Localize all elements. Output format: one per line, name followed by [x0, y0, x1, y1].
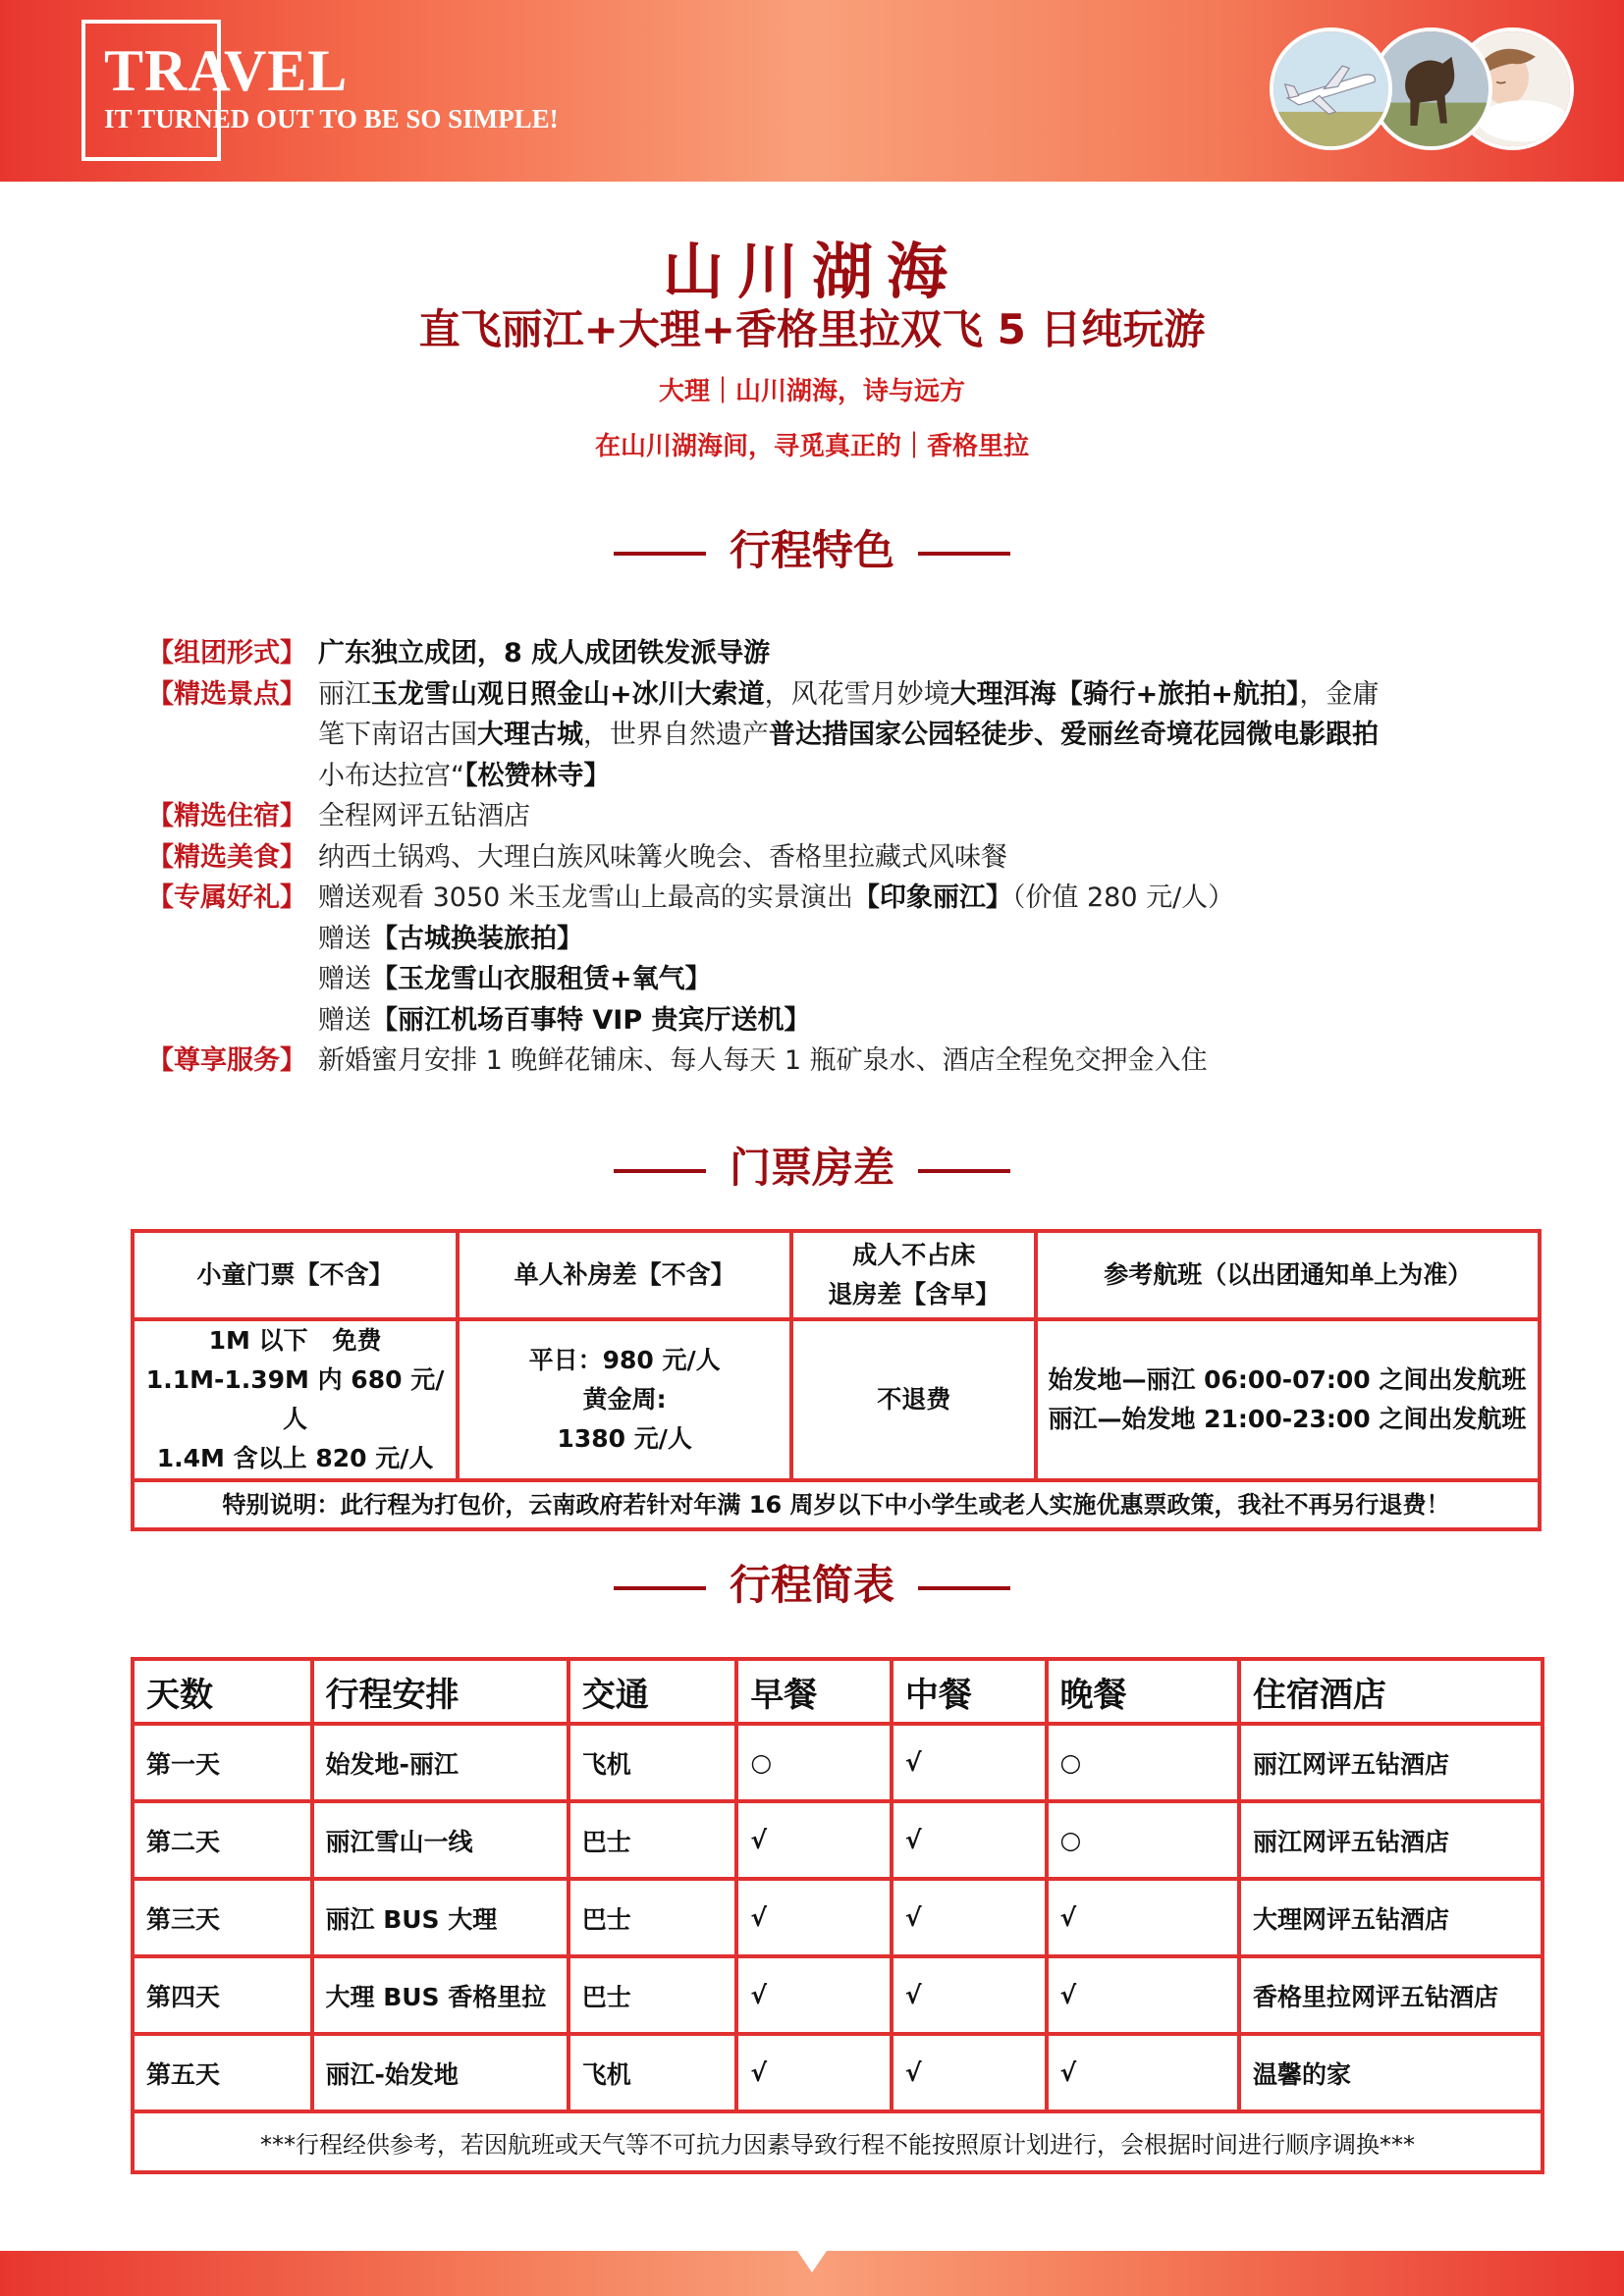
cell-transport: 巴士 [568, 1879, 737, 1956]
feature-hotel [147, 796, 1502, 837]
cell-route: 丽江 BUS 大理 [312, 1879, 568, 1956]
spots-highlight: 大理古城 [477, 720, 583, 750]
feature-label: 【精选住宿】 [147, 801, 306, 831]
price-line: 1M 以下 免费 [208, 1326, 382, 1355]
gift-text: 赠送 [318, 923, 371, 954]
itinerary-header-row [133, 1659, 1543, 1724]
cell-hotel: 丽江网评五钻酒店 [1239, 1801, 1543, 1879]
cell-transport: 飞机 [568, 1724, 737, 1801]
price-line: 黄金周: [582, 1385, 667, 1414]
flight-line: 始发地—丽江 06:00-07:00 之间出发航班 [1048, 1365, 1527, 1394]
feature-text: 全程网评五钻酒店 [318, 801, 530, 831]
header-line: 成人不占床 [852, 1241, 976, 1269]
heading-dash-right [918, 1169, 1010, 1173]
gift-text: 赠送观看 3050 米玉龙雪山上最高的实景演出 [318, 882, 853, 913]
gift-text: （价值 280 元/人） [1011, 882, 1235, 913]
spots-text: ，金庸 [1299, 678, 1380, 710]
cell-route: 大理 BUS 香格里拉 [312, 1956, 568, 2034]
tagline-shangrila: 在山川湖海间，寻觅真正的｜香格里拉 [594, 432, 1029, 461]
logo-subtitle: IT TURNED OUT TO BE SO SIMPLE! [104, 104, 559, 133]
cell-transport: 巴士 [568, 1956, 737, 2034]
logo-title: TRAVEL [104, 38, 349, 103]
cell-breakfast: √ [736, 1879, 892, 1956]
cell-day: 第二天 [133, 1801, 312, 1879]
price-line: 1.4M 含以上 820 元/人 [156, 1444, 434, 1472]
cell-lunch: √ [892, 1956, 1047, 2034]
cell-hotel: 大理网评五钻酒店 [1239, 1879, 1543, 1956]
section-heading-features [0, 524, 1624, 577]
cell-hotel: 香格里拉网评五钻酒店 [1239, 1956, 1543, 2034]
cell-breakfast: √ [736, 2034, 892, 2111]
feature-service [147, 1041, 1502, 1082]
feature-label: 【精选美食】 [147, 841, 306, 873]
cell-hotel: 温馨的家 [1239, 2034, 1543, 2111]
table-row [133, 1879, 1543, 1956]
special-note: 特别说明：此行程为打包价，云南政府若针对年满 16 周岁以下中小学生或老人实施优惠票政策，我社不再另行退费！ [133, 1480, 1540, 1529]
spots-text: ，世界自然遗产 [583, 720, 769, 750]
ticket-header-row [133, 1231, 1540, 1319]
spots-highlight: 玉龙雪山观日照金山+冰川大索道 [371, 678, 765, 710]
flight-cell [1036, 1319, 1540, 1480]
heading-dash-right [918, 1586, 1010, 1590]
cell-dinner: √ [1047, 1956, 1239, 2034]
table-row [133, 2034, 1543, 2111]
header-cell: 单人补房差【不含】 [458, 1231, 791, 1319]
section-heading-text: 行程简表 [729, 1561, 894, 1609]
section-heading-itinerary [0, 1559, 1624, 1612]
flight-line: 丽江—始发地 21:00-23:00 之间出发航班 [1048, 1405, 1527, 1433]
cell-dinner: ○ [1047, 1801, 1239, 1879]
header-cell: 交通 [568, 1659, 737, 1724]
feature-spots [147, 674, 1502, 797]
header-cell: 参考航班（以出团通知单上为准） [1036, 1231, 1540, 1319]
cell-dinner: √ [1047, 2034, 1239, 2111]
table-row [133, 1956, 1543, 2034]
cell-lunch: √ [892, 1879, 1047, 1956]
table-row [133, 1724, 1543, 1801]
feature-label: 【组团形式】 [147, 638, 306, 668]
cell-day: 第五天 [133, 2034, 312, 2111]
header-cell: 天数 [133, 1659, 312, 1724]
cell-day: 第四天 [133, 1956, 312, 2034]
feature-text: 广东独立成团，8 成人成团铁发派导游 [318, 638, 771, 668]
spots-text: ，风花雪月妙境 [764, 678, 950, 710]
cell-transport: 巴士 [568, 1801, 737, 1879]
heading-dash-left [614, 1586, 706, 1590]
cell-route: 始发地-丽江 [312, 1724, 568, 1801]
sub-title: 直飞丽江+大理+香格里拉双飞 5 日纯玩游 [418, 305, 1206, 353]
header-cell: 晚餐 [1047, 1659, 1239, 1724]
spots-text: 小布达拉宫“ [318, 760, 464, 791]
ticket-note-row [133, 1480, 1540, 1529]
itinerary-footnote-row [133, 2111, 1543, 2172]
section-heading-text: 行程特色 [729, 526, 894, 574]
price-line: 1.1M-1.39M 内 680 元/人 [145, 1365, 445, 1433]
ticket-price-table [131, 1229, 1542, 1531]
cell-dinner: √ [1047, 1879, 1239, 1956]
cell-transport: 飞机 [568, 2034, 737, 2111]
spots-highlight: 大理洱海【骑行+旅拍+航拍】 [949, 678, 1300, 710]
airplane-photo [1270, 27, 1392, 150]
section-heading-tickets [0, 1142, 1624, 1195]
cell-dinner: ○ [1047, 1724, 1239, 1801]
footer-notch [797, 2251, 827, 2272]
spots-text: 笔下南诏古国 [318, 720, 477, 750]
itinerary-footnote: ***行程经供参考，若因航班或天气等不可抗力因素导致行程不能按照原计划进行，会根据时间进行顺序调换*** [133, 2111, 1543, 2172]
cell-breakfast: ○ [736, 1724, 892, 1801]
header-cell: 早餐 [736, 1659, 892, 1724]
feature-gifts [147, 878, 1502, 1041]
cell-route: 丽江-始发地 [312, 2034, 568, 2111]
single-room-cell [458, 1319, 791, 1480]
heading-dash-left [614, 552, 706, 556]
ticket-value-row [133, 1319, 1540, 1480]
header-line: 退房差【含早】 [828, 1280, 1001, 1308]
header-banner [0, 0, 1624, 182]
cell-breakfast: √ [736, 1801, 892, 1879]
header-cell: 住宿酒店 [1239, 1659, 1543, 1724]
table-row [133, 1801, 1543, 1879]
gift-highlight: 【古城换装旅拍】 [371, 923, 583, 954]
itinerary-table [131, 1657, 1544, 2174]
heading-dash-left [614, 1169, 706, 1173]
gift-text: 赠送 [318, 1004, 371, 1036]
feature-food [147, 837, 1502, 879]
no-bed-refund-cell: 不退费 [791, 1319, 1036, 1480]
cell-hotel: 丽江网评五钻酒店 [1239, 1724, 1543, 1801]
gift-highlight: 【玉龙雪山衣服租赁+氧气】 [371, 964, 712, 994]
main-title: 山川湖海 [662, 236, 961, 307]
feature-label: 【专属好礼】 [147, 882, 306, 913]
cell-lunch: √ [892, 1801, 1047, 1879]
header-cell: 中餐 [892, 1659, 1047, 1724]
price-line: 平日：980 元/人 [528, 1346, 721, 1374]
feature-label: 【精选景点】 [147, 678, 306, 710]
spots-highlight: 【松赞林寺】 [464, 760, 611, 791]
section-heading-text: 门票房差 [729, 1144, 894, 1192]
gift-highlight: 【丽江机场百事特 VIP 贵宾厅送机】 [371, 1004, 811, 1036]
tagline-dali: 大理｜山川湖海，诗与远方 [658, 377, 965, 406]
cell-day: 第一天 [133, 1724, 312, 1801]
gift-highlight: 【印象丽江】 [852, 882, 1012, 913]
cell-day: 第三天 [133, 1879, 312, 1956]
cell-lunch: √ [892, 1724, 1047, 1801]
header-cell: 小童门票【不含】 [133, 1231, 458, 1319]
spots-text: 丽江 [318, 678, 371, 710]
feature-label: 【尊享服务】 [147, 1045, 306, 1076]
feature-group [147, 633, 1502, 674]
header-cell: 行程安排 [312, 1659, 568, 1724]
heading-dash-right [918, 552, 1010, 556]
cell-lunch: √ [892, 2034, 1047, 2111]
spots-highlight: 普达措国家公园轻徒步、爱丽丝奇境花园微电影跟拍 [769, 720, 1379, 750]
gift-text: 赠送 [318, 964, 371, 994]
feature-text: 纳西土锅鸡、大理白族风味篝火晚会、香格里拉藏式风味餐 [318, 841, 1007, 873]
price-line: 1380 元/人 [557, 1424, 692, 1453]
child-ticket-cell [133, 1319, 458, 1480]
header-cell [791, 1231, 1036, 1319]
feature-text: 新婚蜜月安排 1 晚鲜花铺床、每人每天 1 瓶矿泉水、酒店全程免交押金入住 [318, 1045, 1208, 1076]
cell-route: 丽江雪山一线 [312, 1801, 568, 1879]
cell-breakfast: √ [736, 1956, 892, 2034]
features-list [147, 633, 1502, 1082]
